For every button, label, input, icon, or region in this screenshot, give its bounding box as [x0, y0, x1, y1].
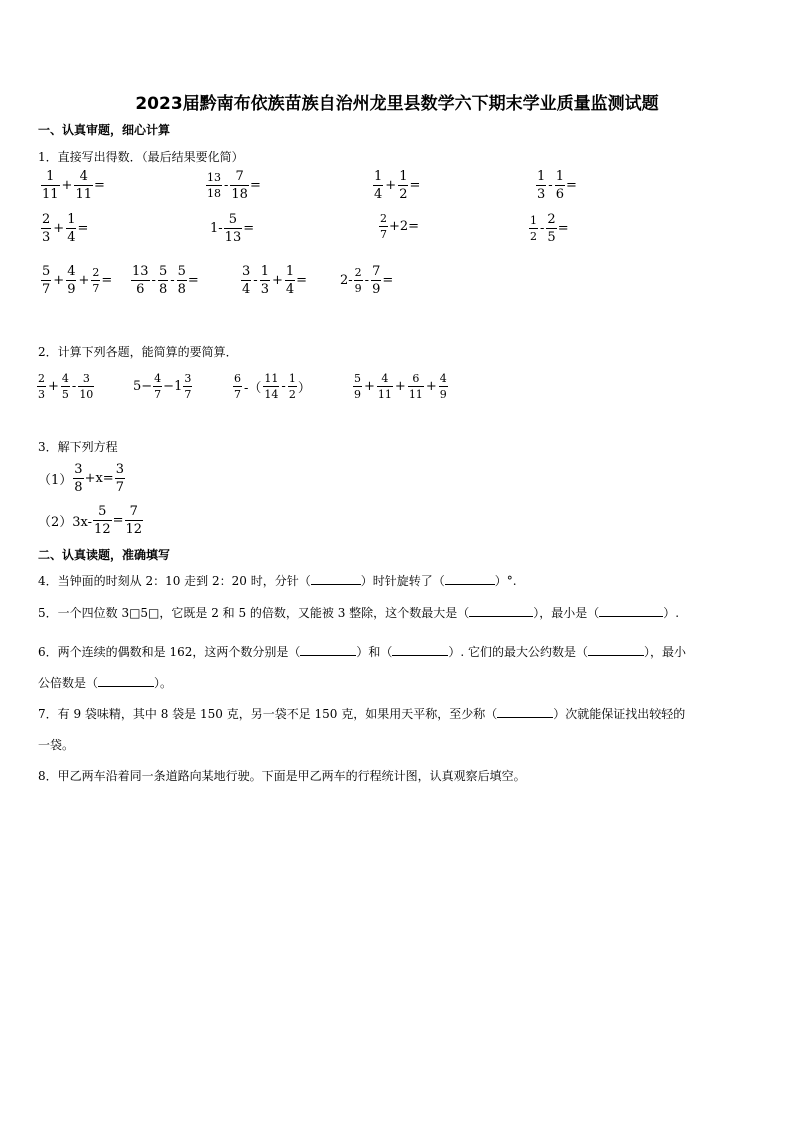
section-1-heading: 一、认真审题，细心计算: [38, 123, 171, 137]
fraction: $\frac{1}{3}$: [260, 264, 269, 297]
fraction: $\frac{7}{12}$: [125, 504, 143, 537]
answer-blank[interactable]: [300, 655, 356, 656]
q1-item-8: $\frac{1}{2}$ - $\frac{2}{5}$ =: [530, 212, 569, 245]
fraction: $\frac{4}{9}$: [67, 264, 76, 297]
q1-item-3: $\frac{1}{4}$ + $\frac{1}{2}$ =: [374, 169, 421, 202]
fraction: $\frac{2}{3}$: [42, 212, 51, 245]
fraction: $\frac{4}{11}$: [75, 169, 92, 202]
q2-expr-2: 5− $\frac{4}{7}$ −1 $\frac{3}{7}$: [133, 372, 192, 401]
q1-item-11: $\frac{3}{4}$ - $\frac{1}{3}$ + $\frac{1}{4}$ =: [242, 264, 308, 297]
fraction: $\frac{11}{14}$: [264, 372, 279, 401]
question-4: 4．当钟面的时刻从 2：10 走到 2：20 时，分针（ ）时针旋转了（ ）°.: [38, 574, 517, 588]
fraction: $\frac{5}{13}$: [224, 212, 242, 245]
fraction: $\frac{5}{8}$: [177, 264, 186, 297]
fraction: $\frac{13}{6}$: [132, 264, 149, 297]
q3-heading: 3．解下列方程: [38, 440, 118, 454]
fraction: $\frac{3}{10}$: [79, 372, 94, 401]
fraction: $\frac{1}{3}$: [537, 169, 546, 202]
fraction: $\frac{2}{7}$: [380, 212, 387, 241]
answer-blank[interactable]: [311, 584, 361, 585]
fraction: $\frac{3}{4}$: [242, 264, 251, 297]
question-7-cont: 一袋。: [38, 738, 75, 752]
q3-equation-1: （1） $\frac{3}{8}$ +x= $\frac{3}{7}$: [38, 462, 124, 495]
page-title: 2023届黔南布依族苗族自治州龙里县数学六下期末学业质量监测试题: [135, 94, 659, 114]
fraction: $\frac{1}{2}$: [288, 372, 296, 401]
q2-expr-4: $\frac{5}{9}$ + $\frac{4}{11}$ + $\frac{6}{11}$ + $\frac{4}{9}$: [354, 372, 447, 401]
q1-item-7: $\frac{2}{7}$ +2=: [380, 212, 420, 241]
fraction: $\frac{2}{9}$: [354, 266, 362, 295]
q1-item-2: $\frac{13}{18}$ - $\frac{7}{18}$ =: [207, 169, 261, 202]
fraction: $\frac{2}{5}$: [547, 212, 556, 245]
q2-expr-1: $\frac{2}{3}$ + $\frac{4}{5}$ - $\frac{3}{10}$: [38, 372, 94, 401]
fraction: $\frac{4}{7}$: [154, 372, 162, 401]
q3-equation-2: （2）3x- $\frac{5}{12}$ = $\frac{7}{12}$: [38, 504, 143, 537]
q1-item-6: 1- $\frac{5}{13}$ =: [210, 212, 255, 245]
fraction: $\frac{5}{7}$: [42, 264, 51, 297]
fraction: $\frac{5}{12}$: [94, 504, 111, 537]
fraction: $\frac{1}{6}$: [555, 169, 564, 202]
section-2-heading: 二、认真读题，准确填写: [38, 548, 171, 562]
question-8: 8．甲乙两车沿着同一条道路向某地行驶。下面是甲乙两车的行程统计图，认真观察后填空。: [38, 769, 526, 783]
question-6-cont: 公倍数是（ ）。: [38, 676, 173, 690]
fraction: $\frac{1}{4}$: [374, 169, 383, 202]
fraction: $\frac{5}{8}$: [158, 264, 168, 297]
question-7: 7．有 9 袋味精，其中 8 袋是 150 克，另一袋不足 150 克，如果用天平称，至少称（ ）次就能保证找出较轻的: [38, 707, 686, 721]
fraction: $\frac{4}{5}$: [61, 372, 69, 401]
fraction: $\frac{3}{8}$: [74, 462, 83, 495]
question-5: 5．一个四位数 3□5□，它既是 2 和 5 的倍数，又能被 3 整除，这个数最大是（ ），最小是（ ）.: [38, 606, 680, 620]
q1-item-5: $\frac{2}{3}$ + $\frac{1}{4}$ =: [42, 212, 89, 245]
q1-item-9: $\frac{5}{7}$ + $\frac{4}{9}$ + $\frac{2}{7}$ =: [42, 264, 113, 297]
fraction: $\frac{6}{7}$: [234, 372, 241, 401]
q1-item-10: $\frac{13}{6}$ - $\frac{5}{8}$ - $\frac{5}{8}$ =: [132, 264, 199, 297]
fraction: $\frac{1}{4}$: [285, 264, 295, 297]
fraction: $\frac{2}{7}$: [92, 266, 100, 295]
answer-blank[interactable]: [588, 655, 644, 656]
fraction: $\frac{6}{11}$: [408, 372, 423, 401]
fraction: $\frac{1}{4}$: [67, 212, 76, 245]
answer-blank[interactable]: [497, 717, 553, 718]
fraction: $\frac{1}{11}$: [42, 169, 59, 202]
fraction: $\frac{4}{11}$: [377, 372, 392, 401]
answer-blank[interactable]: [599, 616, 663, 617]
q1-item-1: $\frac{1}{11}$ + $\frac{4}{11}$ =: [42, 169, 105, 202]
q1-heading: 1．直接写出得数．（最后结果要化简）: [38, 150, 244, 164]
q1-item-12: 2- $\frac{2}{9}$ - $\frac{7}{9}$ =: [340, 264, 394, 297]
fraction: $\frac{1}{2}$: [530, 214, 537, 243]
fraction: $\frac{2}{3}$: [38, 372, 45, 401]
fraction: $\frac{7}{18}$: [231, 169, 248, 202]
question-6: 6．两个连续的偶数和是 162，这两个数分别是（ ）和（ ）. 它们的最大公约数是（ ），最小: [38, 645, 687, 659]
fraction: $\frac{7}{9}$: [372, 264, 381, 297]
q2-heading: 2．计算下列各题，能简算的要简算．: [38, 345, 238, 359]
answer-blank[interactable]: [445, 584, 495, 585]
fraction: $\frac{1}{2}$: [399, 169, 408, 202]
fraction: $\frac{5}{9}$: [354, 372, 361, 401]
fraction: $\frac{3}{7}$: [184, 372, 192, 401]
q1-item-4: $\frac{1}{3}$ - $\frac{1}{6}$ =: [537, 169, 577, 202]
answer-blank[interactable]: [469, 616, 533, 617]
fraction: $\frac{4}{9}$: [439, 372, 447, 401]
fraction: $\frac{3}{7}$: [115, 462, 124, 495]
fraction: $\frac{13}{18}$: [207, 171, 221, 200]
answer-blank[interactable]: [392, 655, 448, 656]
answer-blank[interactable]: [98, 686, 154, 687]
q2-expr-3: $\frac{6}{7}$ -（ $\frac{11}{14}$ - $\frac{1}{2}$ ）: [234, 372, 311, 401]
